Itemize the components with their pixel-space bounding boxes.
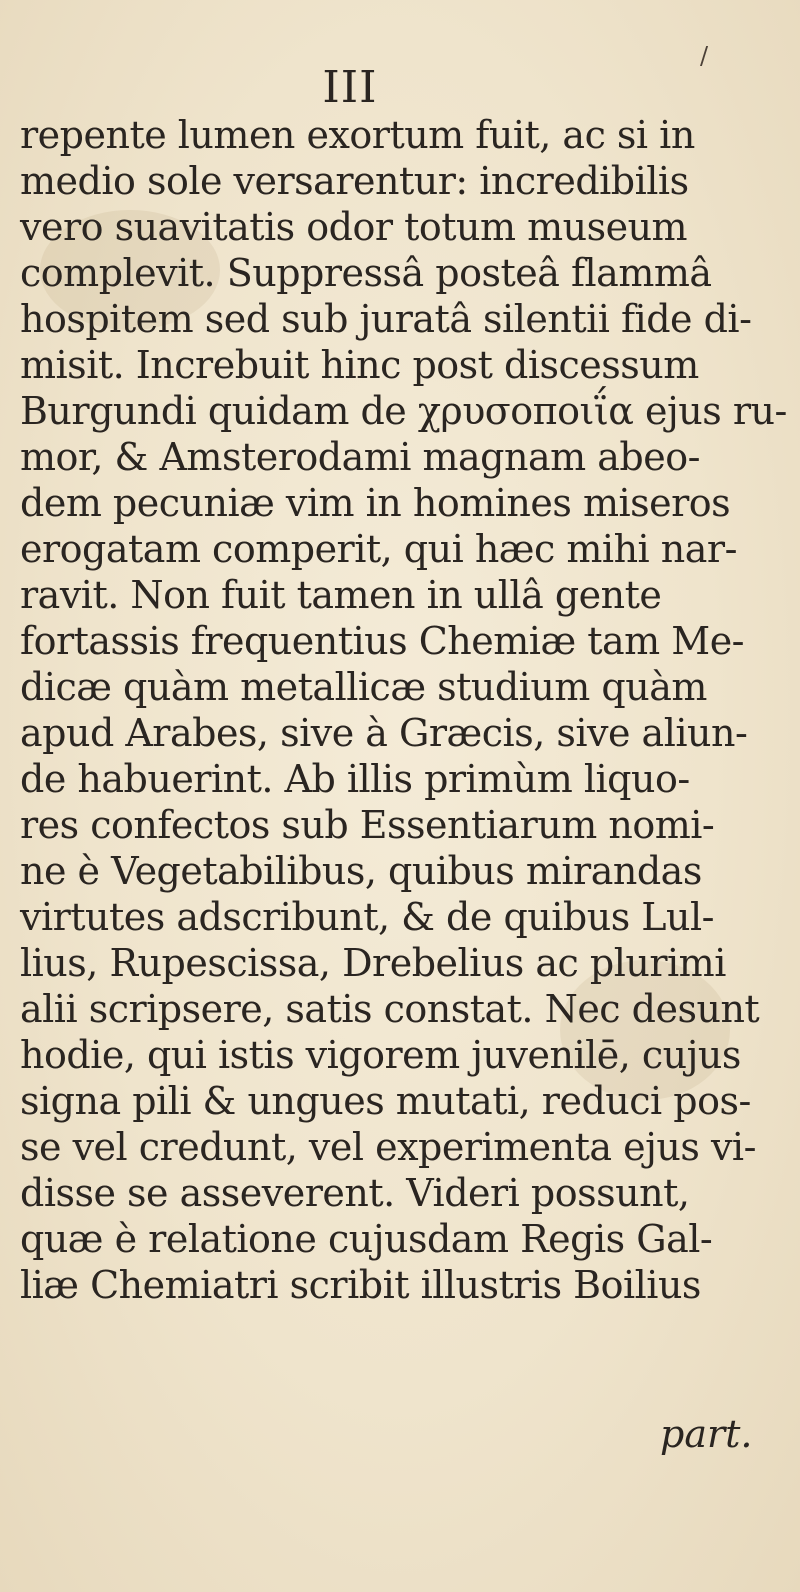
text-line: alii scripsere, satis constat. Nec desunt	[20, 987, 760, 1031]
text-line: de habuerint. Ab illis primùm liquo-	[20, 757, 690, 801]
text-line: misit. Increbuit hinc post discessum	[20, 343, 699, 387]
text-line: ne è Vegetabilibus, quibus mirandas	[20, 849, 702, 893]
body-text	[20, 112, 785, 1308]
text-line: res confectos sub Essentiarum nomi-	[20, 803, 715, 847]
text-line: erogatam comperit, qui hæc mihi nar-	[20, 527, 737, 571]
text-line: vero suavitatis odor totum museum	[20, 205, 688, 249]
text-line: dicæ quàm metallicæ studium quàm	[20, 665, 707, 709]
text-line: virtutes adscribunt, & de quibus Lul-	[20, 895, 714, 939]
text-line: Burgundi quidam de χρυσοποιΐα ejus ru-	[20, 389, 787, 433]
text-line: signa pili & ungues mutati, reduci pos-	[20, 1079, 751, 1123]
page-number: III	[322, 62, 378, 113]
text-line: quæ è relatione cujusdam Regis Gal-	[20, 1217, 713, 1261]
corner-mark: /	[700, 42, 709, 70]
text-line: complevit. Suppressâ posteâ flammâ	[20, 251, 712, 295]
text-line: hospitem sed sub juratâ silentii fide di-	[20, 297, 752, 341]
catchword: part.	[660, 1412, 753, 1456]
text-line: lius, Rupescissa, Drebelius ac plurimi	[20, 941, 726, 985]
text-line: repente lumen exortum fuit, ac si in	[20, 113, 695, 157]
text-line: ravit. Non fuit tamen in ullâ gente	[20, 573, 662, 617]
text-line: mor, & Amsterodami magnam abeo-	[20, 435, 700, 479]
text-line: disse se asseverent. Videri possunt,	[20, 1171, 690, 1215]
text-line: hodie, qui istis vigorem juvenilē, cujus	[20, 1033, 741, 1077]
text-line: se vel credunt, vel experimenta ejus vi-	[20, 1125, 756, 1169]
text-line: medio sole versarentur: incredibilis	[20, 159, 689, 203]
text-line: dem pecuniæ vim in homines miseros	[20, 481, 731, 525]
text-line: liæ Chemiatri scribit illustris Boilius	[20, 1263, 701, 1307]
text-line: apud Arabes, sive à Græcis, sive aliun-	[20, 711, 748, 755]
text-line: fortassis frequentius Chemiæ tam Me-	[20, 619, 745, 663]
